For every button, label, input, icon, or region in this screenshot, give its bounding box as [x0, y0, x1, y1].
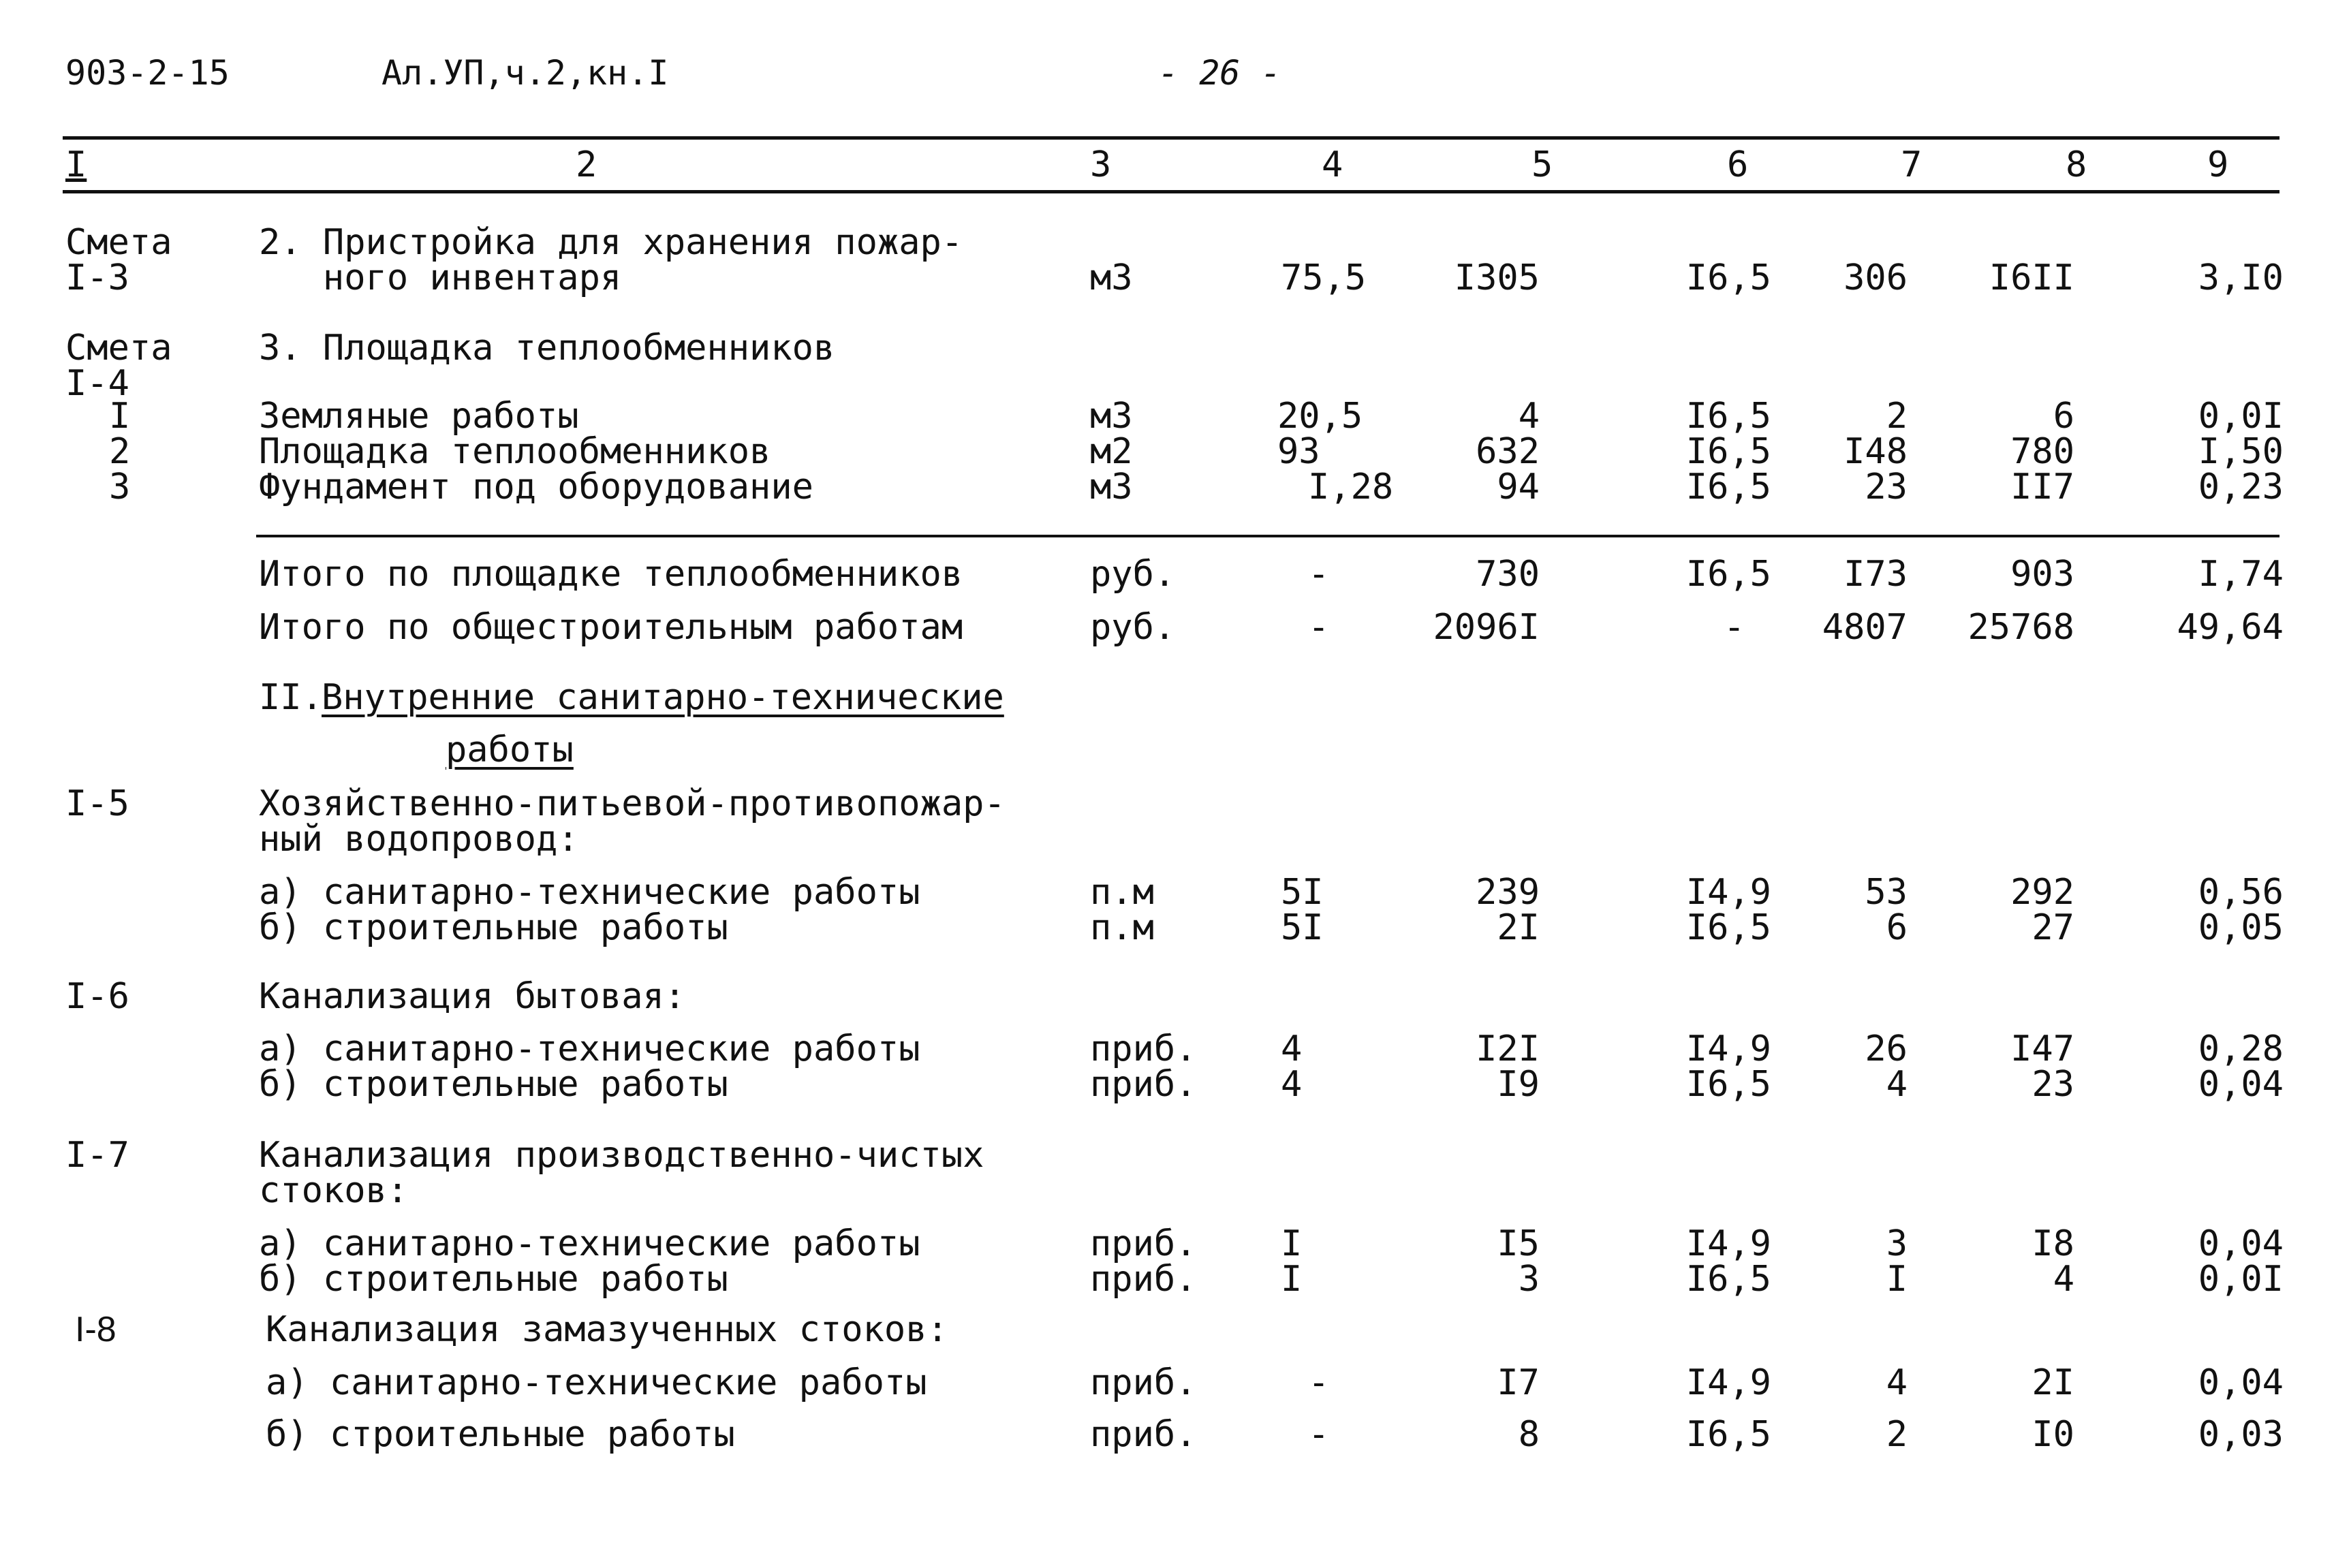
cell-r17-c8: 4: [2053, 1259, 2074, 1300]
cell-r16-c4: I: [1281, 1223, 1303, 1264]
cell-r11-c8: 27: [2032, 907, 2074, 948]
cell-r6-c8: 903: [2010, 554, 2074, 595]
cell-r20-c3: приб.: [1090, 1414, 1197, 1455]
column-header-8: 8: [2066, 144, 2087, 185]
cell-r7-c5: 2096I: [1433, 607, 1540, 648]
row-general-total-desc: Итого по общестроительным работам: [259, 607, 963, 648]
column-header-2: 2: [576, 144, 597, 185]
cell-r14-c4: 4: [1281, 1064, 1303, 1105]
cell-r4-c9: I,50: [2198, 431, 2284, 472]
cell-r19-c9: 0,04: [2198, 1362, 2284, 1403]
cell-r6-c6: I6,5: [1685, 554, 1771, 595]
cell-r17-c7: I: [1886, 1259, 1908, 1300]
cell-r19-c3: приб.: [1090, 1362, 1197, 1403]
column-header-9: 9: [2207, 144, 2229, 185]
cell-r5-c6: I6,5: [1685, 467, 1771, 507]
cell-r13-c4: 4: [1281, 1029, 1303, 1069]
row-addition-storage-desc: 2. Пристройка для хранения пожар- ного инвентаря: [259, 222, 963, 298]
water-sanitary-works-desc: а) санитарно-технические работы: [259, 872, 920, 913]
cell-r14-c8: 23: [2032, 1064, 2074, 1105]
cell-r5-c7: 23: [1865, 467, 1908, 507]
item-number-2: 2: [109, 431, 131, 472]
cell-r11-c4: 5I: [1281, 907, 1324, 948]
cell-r16-c9: 0,04: [2198, 1223, 2284, 1264]
cell-r1-c6: I6,5: [1685, 257, 1771, 298]
cell-r11-c5: 2I: [1497, 907, 1540, 948]
industrial-construction-works-desc: б) строительные работы: [259, 1259, 728, 1300]
cell-r16-c7: 3: [1886, 1223, 1908, 1264]
column-header-rule: [63, 190, 2279, 193]
estimate-ref-i8: I-8: [75, 1310, 116, 1349]
column-header-5: 5: [1531, 144, 1553, 185]
cell-r20-c7: 2: [1886, 1414, 1908, 1455]
cell-r5-c8: II7: [2010, 467, 2074, 507]
column-header-7: 7: [1901, 144, 1923, 185]
cell-r3-c3: м3: [1090, 396, 1133, 437]
cell-r4-c6: I6,5: [1685, 431, 1771, 472]
cell-r10-c8: 292: [2010, 872, 2074, 913]
domestic-sanitary-works-desc: а) санитарно-технические работы: [259, 1029, 920, 1069]
cell-r4-c5: 632: [1476, 431, 1540, 472]
cell-r11-c6: I6,5: [1685, 907, 1771, 948]
domestic-sewer-title: Канализация бытовая:: [259, 976, 686, 1017]
cell-r10-c3: п.м: [1090, 872, 1154, 913]
cell-r16-c8: I8: [2032, 1223, 2074, 1264]
cell-r10-c9: 0,56: [2198, 872, 2284, 913]
page-number: - 26 -: [1158, 53, 1281, 93]
cell-r20-c8: I0: [2032, 1414, 2074, 1455]
cell-r6-c5: 730: [1476, 554, 1540, 595]
cell-r19-c8: 2I: [2032, 1362, 2074, 1403]
cell-r3-c4: 20,5: [1277, 396, 1363, 437]
cell-r6-c9: I,74: [2198, 554, 2284, 595]
cell-r5-c4: I,28: [1308, 467, 1394, 507]
album-reference: Ал.УП,ч.2,кн.I: [382, 53, 669, 93]
cell-r7-c6: -: [1724, 607, 1745, 648]
cell-r11-c9: 0,05: [2198, 907, 2284, 948]
cell-r6-c3: руб.: [1090, 554, 1176, 595]
cell-r20-c6: I6,5: [1685, 1414, 1771, 1455]
cell-r4-c7: I48: [1843, 431, 1908, 472]
cell-r17-c6: I6,5: [1685, 1259, 1771, 1300]
water-construction-works-desc: б) строительные работы: [259, 907, 728, 948]
estimate-ref-i6: I-6: [65, 976, 129, 1017]
row-site-total-desc: Итого по площадке теплообменников: [259, 554, 963, 595]
cell-r1-c4: 75,5: [1281, 257, 1367, 298]
cell-r1-c9: 3,I0: [2198, 257, 2284, 298]
cell-r20-c4: -: [1308, 1414, 1330, 1455]
estimate-ref-i5: I-5: [65, 783, 129, 824]
cell-r3-c6: I6,5: [1685, 396, 1771, 437]
industrial-sanitary-works-desc: а) санитарно-технические работы: [259, 1223, 920, 1264]
cell-r17-c5: 3: [1518, 1259, 1540, 1300]
oily-sewer-title: Канализация замазученных стоков:: [266, 1309, 948, 1350]
cell-r17-c3: приб.: [1090, 1259, 1197, 1300]
oily-sanitary-works-desc: а) санитарно-технические работы: [266, 1362, 927, 1403]
cell-r3-c7: 2: [1886, 396, 1908, 437]
domestic-construction-works-desc: б) строительные работы: [259, 1064, 728, 1105]
cell-r11-c7: 6: [1886, 907, 1908, 948]
cell-r5-c5: 94: [1497, 467, 1540, 507]
cell-r19-c6: I4,9: [1685, 1362, 1771, 1403]
item-number-3: 3: [109, 467, 131, 507]
cell-r1-c3: м3: [1090, 257, 1133, 298]
cell-r20-c9: 0,03: [2198, 1414, 2284, 1455]
subtotal-rule: [256, 535, 2279, 537]
cell-r10-c7: 53: [1865, 872, 1908, 913]
table-top-rule: [63, 136, 2279, 140]
column-header-3: 3: [1090, 144, 1112, 185]
cell-r7-c3: руб.: [1090, 607, 1176, 648]
cell-r7-c8: 25768: [1967, 607, 2074, 648]
cell-r1-c8: I6II: [1989, 257, 2074, 298]
cell-r16-c5: I5: [1497, 1223, 1540, 1264]
cell-r7-c4: -: [1308, 607, 1330, 648]
cell-r1-c7: 306: [1843, 257, 1908, 298]
row-earthworks-desc: Земляные работы: [259, 396, 579, 437]
section-ii-number: II.: [259, 677, 345, 718]
cell-r3-c5: 4: [1518, 396, 1540, 437]
cell-r14-c6: I6,5: [1685, 1064, 1771, 1105]
cell-r1-c5: I305: [1454, 257, 1540, 298]
cell-r19-c4: -: [1308, 1362, 1330, 1403]
cell-r10-c6: I4,9: [1685, 872, 1771, 913]
industrial-sewer-title: Канализация производственно-чистых стоков:: [259, 1135, 984, 1211]
cell-r17-c4: I: [1281, 1259, 1303, 1300]
cell-r14-c5: I9: [1497, 1064, 1540, 1105]
cell-r13-c3: приб.: [1090, 1029, 1197, 1069]
row-heat-exchanger-desc: Площадка теплообменников: [259, 431, 771, 472]
document-code: 903-2-15: [65, 53, 230, 93]
column-header-6: 6: [1727, 144, 1749, 185]
cell-r5-c3: м3: [1090, 467, 1133, 507]
estimate-ref-i7: I-7: [65, 1135, 129, 1176]
cell-r4-c3: м2: [1090, 431, 1133, 472]
cell-r10-c4: 5I: [1281, 872, 1324, 913]
cell-r4-c8: 780: [2010, 431, 2074, 472]
cell-r16-c6: I4,9: [1685, 1223, 1771, 1264]
cell-r10-c5: 239: [1476, 872, 1540, 913]
cell-r19-c7: 4: [1886, 1362, 1908, 1403]
cell-r11-c3: п.м: [1090, 907, 1154, 948]
cell-r3-c9: 0,0I: [2198, 396, 2284, 437]
cell-r13-c7: 26: [1865, 1029, 1908, 1069]
cell-r13-c8: I47: [2010, 1029, 2074, 1069]
cell-r19-c5: I7: [1497, 1362, 1540, 1403]
cell-r14-c9: 0,04: [2198, 1064, 2284, 1105]
cell-r7-c9: 49,64: [2177, 607, 2284, 648]
oily-construction-works-desc: б) строительные работы: [266, 1414, 735, 1455]
estimate-ref-i3: Смета I-3: [65, 222, 172, 298]
cell-r3-c8: 6: [2053, 396, 2074, 437]
cell-r14-c3: приб.: [1090, 1064, 1197, 1105]
row-heat-exchanger-site-title: 3. Площадка теплообменников: [259, 328, 835, 369]
cell-r6-c7: I73: [1843, 554, 1908, 595]
section-ii-title-cont: работы: [446, 730, 574, 770]
cell-r7-c7: 4807: [1822, 607, 1908, 648]
column-header-1: I: [65, 144, 87, 185]
row-foundation-desc: Фундамент под оборудование: [259, 467, 813, 507]
item-number-1: I: [109, 396, 131, 437]
cell-r13-c9: 0,28: [2198, 1029, 2284, 1069]
estimate-ref-i4: Смета I-4: [65, 328, 172, 404]
cell-r6-c4: -: [1308, 554, 1330, 595]
cell-r5-c9: 0,23: [2198, 467, 2284, 507]
cell-r17-c9: 0,0I: [2198, 1259, 2284, 1300]
cell-r14-c7: 4: [1886, 1064, 1908, 1105]
water-supply-title: Хозяйственно-питьевой-противопожар- ный водопровод:: [259, 783, 1006, 860]
column-header-4: 4: [1322, 144, 1343, 185]
cell-r13-c5: I2I: [1476, 1029, 1540, 1069]
cell-r16-c3: приб.: [1090, 1223, 1197, 1264]
section-ii-title: Внутренние санитарно-технические: [322, 677, 1004, 718]
cell-r20-c5: 8: [1518, 1414, 1540, 1455]
cell-r4-c4: 93: [1277, 431, 1320, 472]
cell-r13-c6: I4,9: [1685, 1029, 1771, 1069]
